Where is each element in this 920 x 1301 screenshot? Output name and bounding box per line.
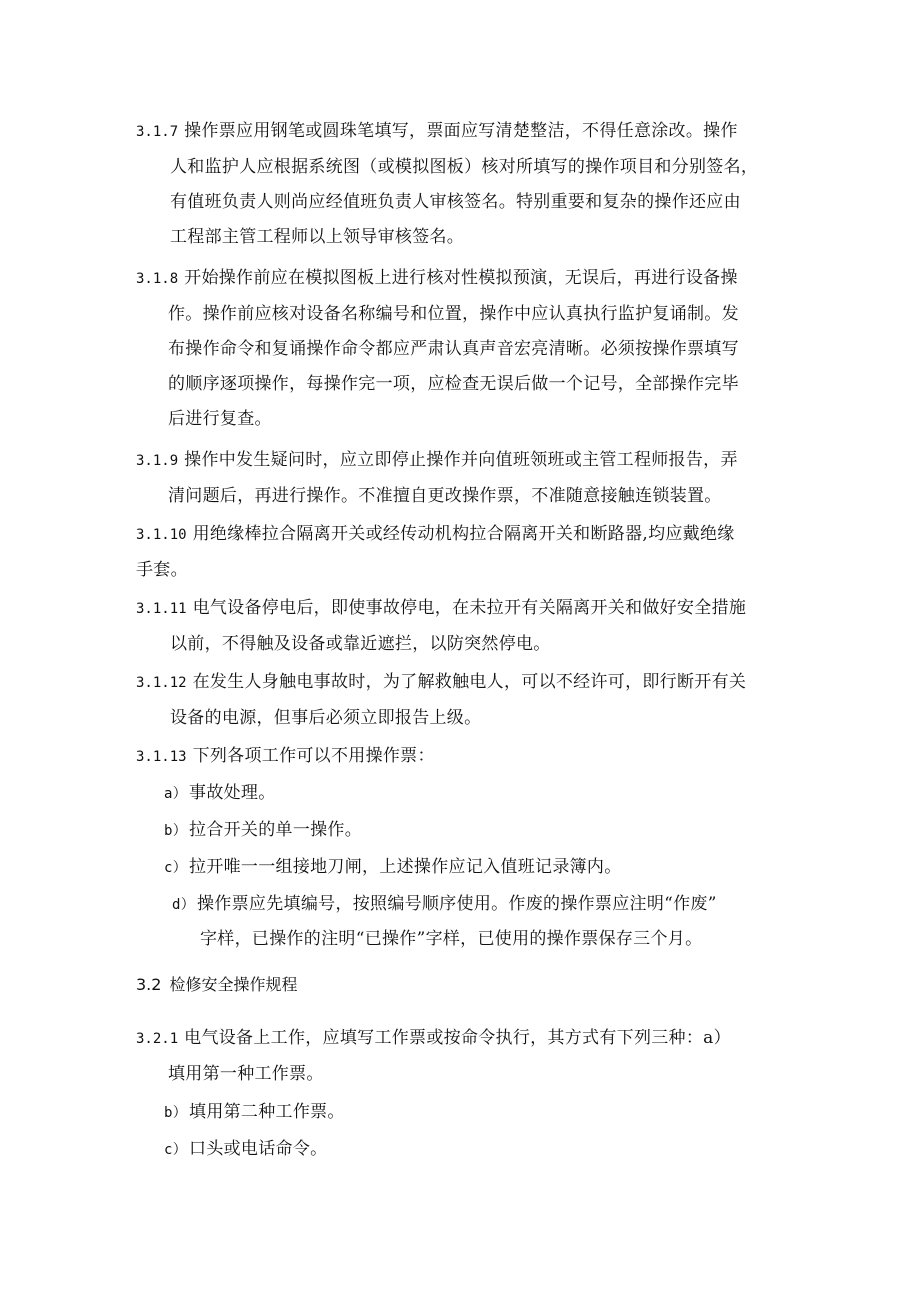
clause-number: 3.1.8	[136, 271, 179, 287]
clause-number: 3.1.13	[136, 749, 187, 765]
list-item-text: 字样，已操作的注明“已操作”字样，已使用的操作票保存三个月。	[200, 929, 703, 949]
paragraph-line: 后进行复查。	[168, 409, 272, 429]
clause-number: 3.1.11	[136, 601, 187, 617]
clause-number: 3.1.9	[136, 453, 179, 469]
paragraph-line: 填用第一种工作票。	[168, 1064, 324, 1084]
paragraph-line: 布操作命令和复诵操作命令都应严肃认真声音宏亮清晰。必须按操作票填写	[168, 339, 739, 359]
paragraph-line: 开始操作前应在模拟图板上进行核对性模拟预演，无误后，再进行设备操	[184, 268, 738, 288]
section-title: 检修安全操作规程	[169, 975, 298, 994]
paragraph-line: 操作中发生疑问时，应立即停止操作并向值班领班或主管工程师报告，弄	[184, 450, 738, 470]
section-number: 3.2	[136, 975, 162, 994]
list-marker: b）	[164, 823, 188, 839]
paragraph-line: 设备的电源，但事后必须立即报告上级。	[170, 708, 482, 728]
paragraph-line: 的顺序逐项操作，每操作完一项，应检查无误后做一个记号，全部操作完毕	[168, 374, 739, 394]
list-item-text: 口头或电话命令。	[189, 1139, 328, 1159]
paragraph-line: 人和监护人应根据系统图（或模拟图板）核对所填写的操作项目和分别签名，	[170, 157, 759, 177]
paragraph-line: 工程部主管工程师以上领导审核签名。	[170, 227, 465, 247]
paragraph-3-1-12	[136, 665, 786, 736]
paragraph-line: 下列各项工作可以不用操作票：	[192, 746, 435, 766]
list-item-text: 拉开唯一一组接地刀闸，上述操作应记入值班记录簿内。	[189, 857, 622, 877]
clause-number: 3.1.12	[136, 675, 187, 691]
list-item	[164, 1095, 804, 1131]
list-item-text: 事故处理。	[189, 783, 276, 803]
list-item	[164, 813, 804, 849]
paragraph-line: 用绝缘棒拉合隔离开关或经传动机构拉合隔离开关和断路器,均应戴绝缘	[192, 524, 735, 544]
list-item-text: 操作票应先填编号，按照编号顺序使用。作废的操作票应注明“作废”	[197, 894, 717, 914]
clause-number: 3.1.10	[136, 527, 187, 543]
paragraph-line: 操作票应用钢笔或圆珠笔填写，票面应写清楚整洁，不得任意涂改。操作	[184, 121, 738, 141]
paragraph-3-1-8	[136, 261, 786, 437]
list-item-text: 拉合开关的单一操作。	[189, 820, 363, 840]
paragraph-line: 作。操作前应核对设备名称编号和位置，操作中应认真执行监护复诵制。发	[168, 304, 739, 324]
list-marker: b）	[164, 1105, 188, 1121]
list-item-continuation	[200, 922, 840, 957]
list-item	[164, 850, 804, 886]
section-heading	[136, 967, 297, 1002]
paragraph-line: 电气设备停电后，即使事故停电，在未拉开有关隔离开关和做好安全措施	[192, 598, 747, 618]
list-marker: d）	[172, 897, 196, 913]
paragraph-3-1-13	[136, 739, 786, 775]
paragraph-line: 清问题后，再进行操作。不准擅自更改操作票，不准随意接触连锁装置。	[168, 486, 722, 506]
list-item	[172, 887, 812, 923]
clause-number: 3.1.7	[136, 124, 179, 140]
paragraph-line: 有值班负责人则尚应经值班负责人审核签名。特别重要和复杂的操作还应由	[170, 192, 741, 212]
paragraph-3-1-7	[136, 114, 786, 255]
list-item-text: 填用第二种工作票。	[189, 1102, 345, 1122]
paragraph-line: 在发生人身触电事故时，为了解救触电人，可以不经许可，即行断开有关	[192, 672, 747, 692]
clause-number: 3.2.1	[136, 1031, 179, 1047]
list-marker: a）	[164, 786, 188, 802]
paragraph-line: 手套。	[136, 560, 188, 580]
paragraph-3-2-1	[136, 1021, 786, 1092]
list-marker: c）	[164, 860, 188, 876]
paragraph-3-1-11	[136, 591, 786, 662]
paragraph-3-1-10	[136, 517, 786, 588]
list-marker: c）	[164, 1142, 188, 1158]
paragraph-line: 以前，不得触及设备或靠近遮拦，以防突然停电。	[170, 634, 551, 654]
paragraph-line: 电气设备上工作，应填写工作票或按命令执行，其方式有下列三种：a）	[184, 1028, 731, 1048]
list-item	[164, 776, 804, 812]
list-item	[164, 1132, 804, 1168]
paragraph-3-1-9	[136, 443, 786, 514]
